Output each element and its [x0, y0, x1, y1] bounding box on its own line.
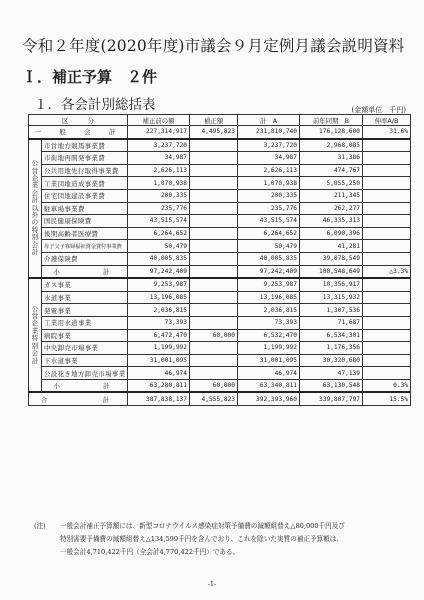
cell-prev: 5,055,250	[300, 177, 363, 190]
cell-prev: 10,356,917	[300, 278, 363, 291]
cell-ratio: 31.6%	[363, 126, 411, 139]
cell-prev: 474,767	[300, 164, 363, 177]
cell-amount	[190, 278, 238, 291]
cell-total: 6,532,470	[238, 329, 300, 342]
general-account-row	[29, 126, 411, 139]
cell-ratio	[363, 139, 411, 152]
table-row	[29, 152, 411, 165]
cell-total: 1,199,992	[238, 342, 300, 355]
cell-before: 1,199,992	[128, 342, 190, 355]
cell-prev: 339,807,797	[300, 392, 363, 405]
cell-prev: 1,307,536	[300, 304, 363, 317]
cell-ratio	[363, 278, 411, 291]
table-row	[29, 202, 411, 215]
cell-amount	[190, 316, 238, 329]
page-number: -1-	[207, 580, 217, 588]
cell-ratio	[363, 342, 411, 355]
table-row	[29, 304, 411, 317]
cell-prev: 41,281	[300, 240, 363, 253]
cell-total: 235,776	[238, 202, 300, 215]
account-name: 病院事業	[42, 329, 128, 342]
general-account-label: 一 般 会 計	[29, 126, 128, 139]
account-name: 駐車場事業費	[42, 202, 128, 215]
cell-before: 227,314,917	[128, 126, 190, 139]
cell-before: 1,070,938	[128, 177, 190, 190]
cell-ratio	[363, 252, 411, 265]
cell-total: 3,237,720	[238, 139, 300, 152]
cell-total: 231,810,740	[238, 126, 300, 139]
cell-prev: 1,176,356	[300, 342, 363, 355]
subtotal-row	[29, 379, 411, 392]
cell-ratio	[363, 291, 411, 304]
cell-ratio	[363, 354, 411, 367]
table-row	[29, 252, 411, 265]
cell-before: 9,253,987	[128, 278, 190, 291]
cell-ratio	[363, 152, 411, 165]
cell-amount	[190, 304, 238, 317]
account-name: 水道事業	[42, 291, 128, 304]
cell-before: 6,472,470	[128, 329, 190, 342]
cell-amount	[190, 152, 238, 165]
cell-before: 235,776	[128, 202, 190, 215]
cell-amount: 60,000	[190, 329, 238, 342]
table-row	[29, 164, 411, 177]
cell-ratio	[363, 227, 411, 240]
cell-amount	[190, 291, 238, 304]
cell-ratio: 15.5%	[363, 392, 411, 405]
cell-ratio	[363, 215, 411, 228]
group-label-text: 公営企業特別会計	[31, 304, 39, 365]
cell-total: 6,264,652	[238, 227, 300, 240]
header-category: 区 分	[29, 115, 128, 126]
subtotal-label: 小 計	[42, 379, 128, 392]
cell-amount	[190, 139, 238, 152]
cell-amount	[190, 265, 238, 278]
account-name: 工業団地造成事業費	[42, 177, 128, 190]
table-row	[29, 367, 411, 380]
footnote-label: (注)	[34, 522, 46, 530]
cell-amount	[190, 227, 238, 240]
subtotal-row	[29, 265, 411, 278]
table-row	[29, 316, 411, 329]
cell-prev: 30,320,680	[300, 354, 363, 367]
cell-total: 46,974	[238, 367, 300, 380]
cell-ratio	[363, 240, 411, 253]
cell-prev: 211,345	[300, 189, 363, 202]
account-name: 中央卸売市場事業	[42, 342, 128, 355]
table-row	[29, 354, 411, 367]
account-name: 介護保険費	[42, 252, 128, 265]
group-label	[29, 278, 42, 392]
cell-before: 31,001,095	[128, 354, 190, 367]
cell-before: 3,237,720	[128, 139, 190, 152]
cell-total: 73,393	[238, 316, 300, 329]
page-title: 令和２年度(2020年度)市議会９月定例月議会説明資料	[22, 37, 405, 55]
grand-total-label: 合 計	[29, 392, 128, 405]
cell-amount	[190, 240, 238, 253]
cell-ratio	[363, 367, 411, 380]
cell-amount	[190, 202, 238, 215]
table-row	[29, 329, 411, 342]
cell-before: 2,626,113	[128, 164, 190, 177]
cell-amount: 4,495,823	[190, 126, 238, 139]
cell-before: 40,005,835	[128, 252, 190, 265]
cell-prev: 6,534,301	[300, 329, 363, 342]
account-name: 発電事業	[42, 304, 128, 317]
cell-total: 13,196,085	[238, 291, 300, 304]
cell-total: 63,340,811	[238, 379, 300, 392]
cell-ratio	[363, 189, 411, 202]
cell-total: 392,393,960	[238, 392, 300, 405]
cell-total: 43,515,574	[238, 215, 300, 228]
cell-ratio	[363, 304, 411, 317]
table-row	[29, 240, 411, 253]
cell-amount	[190, 342, 238, 355]
cell-total: 34,987	[238, 152, 300, 165]
account-name: 後期高齢者医療費	[42, 227, 128, 240]
cell-prev: 71,687	[300, 316, 363, 329]
cell-amount	[190, 367, 238, 380]
header-ratio: 伸率A/B	[363, 115, 411, 126]
cell-total: 200,335	[238, 189, 300, 202]
cell-before: 6,264,652	[128, 227, 190, 240]
cell-prev: 100,548,649	[300, 265, 363, 278]
table-row	[29, 139, 411, 152]
table-row	[29, 189, 411, 202]
header-total: 計 A	[238, 115, 300, 126]
cell-total: 97,242,409	[238, 265, 300, 278]
cell-before: 34,987	[128, 152, 190, 165]
cell-prev: 6,090,396	[300, 227, 363, 240]
cell-total: 40,005,835	[238, 252, 300, 265]
cell-ratio: 0.3%	[363, 379, 411, 392]
cell-amount	[190, 177, 238, 190]
cell-before: 50,479	[128, 240, 190, 253]
cell-amount: 4,555,823	[190, 392, 238, 405]
cell-prev: 2,968,085	[300, 139, 363, 152]
cell-prev: 46,335,313	[300, 215, 363, 228]
account-name: 母子父子寡婦福祉資金貸付事業費	[42, 240, 128, 253]
cell-prev: 39,078,549	[300, 252, 363, 265]
account-name: 住宅団地建設事業費	[42, 189, 128, 202]
footnote-line: 特別需要予備費の減額組替え△134,599千円を含んでおり、これを除いた実質の補正予算額は、	[60, 535, 343, 543]
unit-note: (金額単位 千円)	[351, 106, 406, 114]
header-before: 補正前の額	[128, 115, 190, 126]
footnote-line: 一般会計4,710,422千円（全会計4,770,422千円）である。	[60, 548, 240, 556]
header-prev: 前年同期 B	[300, 115, 363, 126]
group-label-text: 公営企業会計以外の特別会計	[31, 159, 39, 257]
account-name: 公設花き地方卸売市場事業	[42, 367, 128, 380]
account-name: 下水道事業	[42, 354, 128, 367]
table-row	[29, 342, 411, 355]
cell-before: 387,838,137	[128, 392, 190, 405]
cell-amount	[190, 215, 238, 228]
cell-ratio	[363, 329, 411, 342]
cell-total: 1,070,938	[238, 177, 300, 190]
cell-prev: 176,128,600	[300, 126, 363, 139]
cell-ratio	[363, 316, 411, 329]
cell-total: 31,001,095	[238, 354, 300, 367]
cell-prev: 47,139	[300, 367, 363, 380]
table-row	[29, 215, 411, 228]
cell-prev: 63,130,548	[300, 379, 363, 392]
cell-ratio	[363, 177, 411, 190]
cell-total: 9,253,987	[238, 278, 300, 291]
cell-before: 200,335	[128, 189, 190, 202]
table-row	[29, 227, 411, 240]
cell-before: 2,036,815	[128, 304, 190, 317]
cell-amount: 60,000	[190, 379, 238, 392]
subtotal-label: 小 計	[42, 265, 128, 278]
cell-before: 63,280,811	[128, 379, 190, 392]
account-name: 公共用地先行取得事業費	[42, 164, 128, 177]
account-name: 市街地再開発事業費	[42, 152, 128, 165]
cell-before: 43,515,574	[128, 215, 190, 228]
cell-total: 2,036,815	[238, 304, 300, 317]
cell-total: 50,479	[238, 240, 300, 253]
cell-amount	[190, 164, 238, 177]
cell-total: 2,626,113	[238, 164, 300, 177]
group-label	[29, 139, 42, 279]
account-name: 市営地方競馬事業費	[42, 139, 128, 152]
table-row	[29, 278, 411, 291]
header-amount: 補正額	[190, 115, 238, 126]
section-heading: Ｉ．補正予算 ２件	[22, 68, 158, 86]
cell-amount	[190, 354, 238, 367]
cell-ratio	[363, 202, 411, 215]
account-name: 工業用水道事業	[42, 316, 128, 329]
cell-ratio	[363, 164, 411, 177]
cell-before: 97,242,409	[128, 265, 190, 278]
budget-summary-table	[28, 114, 411, 406]
account-name: ガス事業	[42, 278, 128, 291]
cell-before: 46,974	[128, 367, 190, 380]
cell-prev: 13,315,932	[300, 291, 363, 304]
footnote-line: 一般会計補正予算額には、新型コロナウイルス感染症対策予備費の減額組替え△80,000千円及び	[60, 522, 345, 530]
table-header-row	[29, 115, 411, 126]
account-name: 国民健康保険費	[42, 215, 128, 228]
subsection-heading: １．各会計別総括表	[34, 97, 156, 113]
grand-total-row	[29, 392, 411, 405]
cell-before: 13,196,085	[128, 291, 190, 304]
cell-amount	[190, 252, 238, 265]
cell-prev: 31,386	[300, 152, 363, 165]
cell-before: 73,393	[128, 316, 190, 329]
table-row	[29, 177, 411, 190]
cell-prev: 262,277	[300, 202, 363, 215]
footnote	[34, 520, 410, 559]
cell-ratio: △3.3%	[363, 265, 411, 278]
table-row	[29, 291, 411, 304]
cell-amount	[190, 189, 238, 202]
